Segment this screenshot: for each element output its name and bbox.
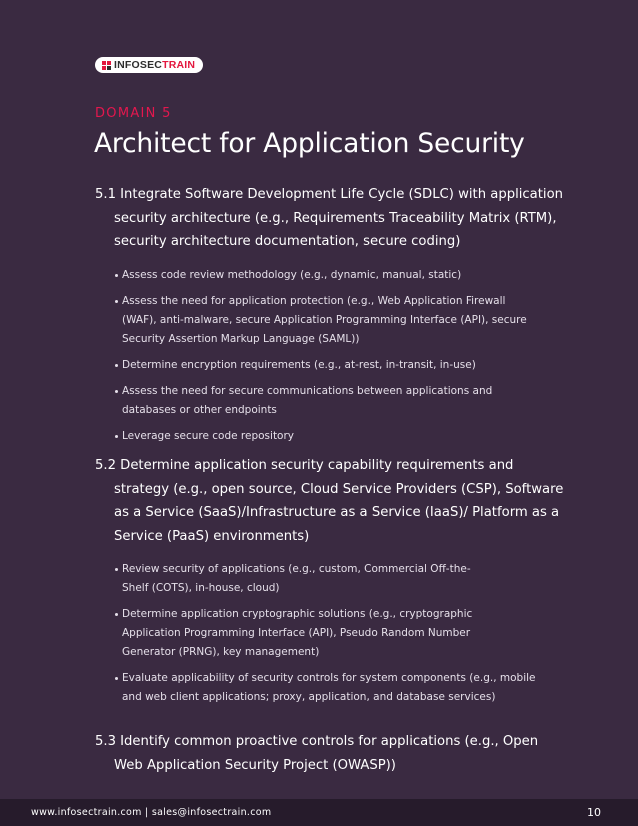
bullet-list	[95, 266, 565, 446]
section-heading: 5.2 Determine application security capability requirements and strategy (e.g., open source, Cloud Service Providers (CSP), Software as a Service (SaaS)/Infrastructure as a Service (IaaS)/ Platform as a Service (PaaS) environments)	[95, 458, 564, 544]
page-title: Architect for Application Security	[94, 128, 525, 159]
logo-text-accent: TRAIN	[162, 58, 196, 71]
list-item: Assess the need for application protection (e.g., Web Application Firewall (WAF), anti-malware, secure Application Programming Interface (API), secure Security Assertion Markup Language (SAML))	[95, 292, 542, 349]
bullet-list	[95, 560, 565, 707]
logo-mark-icon	[102, 61, 111, 70]
list-item: Leverage secure code repository	[95, 427, 565, 446]
domain-label: DOMAIN 5	[95, 106, 172, 121]
section-heading: 5.1 Integrate Software Development Life Cycle (SDLC) with application security architecture (e.g., Requirements Traceability Matrix (RTM), security architecture documentation, secure coding)	[95, 187, 564, 249]
section-5-1	[95, 183, 565, 446]
footer-contact: www.infosectrain.com | sales@infosectrain.com	[31, 807, 272, 818]
logo-wordmark	[114, 60, 195, 71]
list-item: Assess code review methodology (e.g., dynamic, manual, static)	[95, 266, 565, 285]
infosectrain-logo	[95, 57, 203, 73]
section-heading: 5.3 Identify common proactive controls for applications (e.g., Open Web Application Security Project (OWASP))	[95, 734, 539, 773]
list-item: Evaluate applicability of security controls for system components (e.g., mobile and web client applications; proxy, application, and database services)	[95, 669, 547, 707]
list-item: Determine encryption requirements (e.g., at-rest, in-transit, in-use)	[95, 356, 565, 375]
list-item: Assess the need for secure communications between applications and databases or other endpoints	[95, 382, 522, 420]
list-item: Determine application cryptographic solutions (e.g., cryptographic Application Programming Interface (API), Pseudo Random Number Generator (PRNG), key management)	[95, 605, 522, 662]
list-item: Review security of applications (e.g., custom, Commercial Off-the-Shelf (COTS), in-house, cloud)	[95, 560, 477, 598]
section-5-2	[95, 454, 565, 707]
logo-text-dark: INFOSEC	[114, 58, 163, 71]
page-number: 10	[587, 806, 601, 819]
footer-bar	[0, 799, 638, 826]
section-5-3	[95, 730, 565, 777]
